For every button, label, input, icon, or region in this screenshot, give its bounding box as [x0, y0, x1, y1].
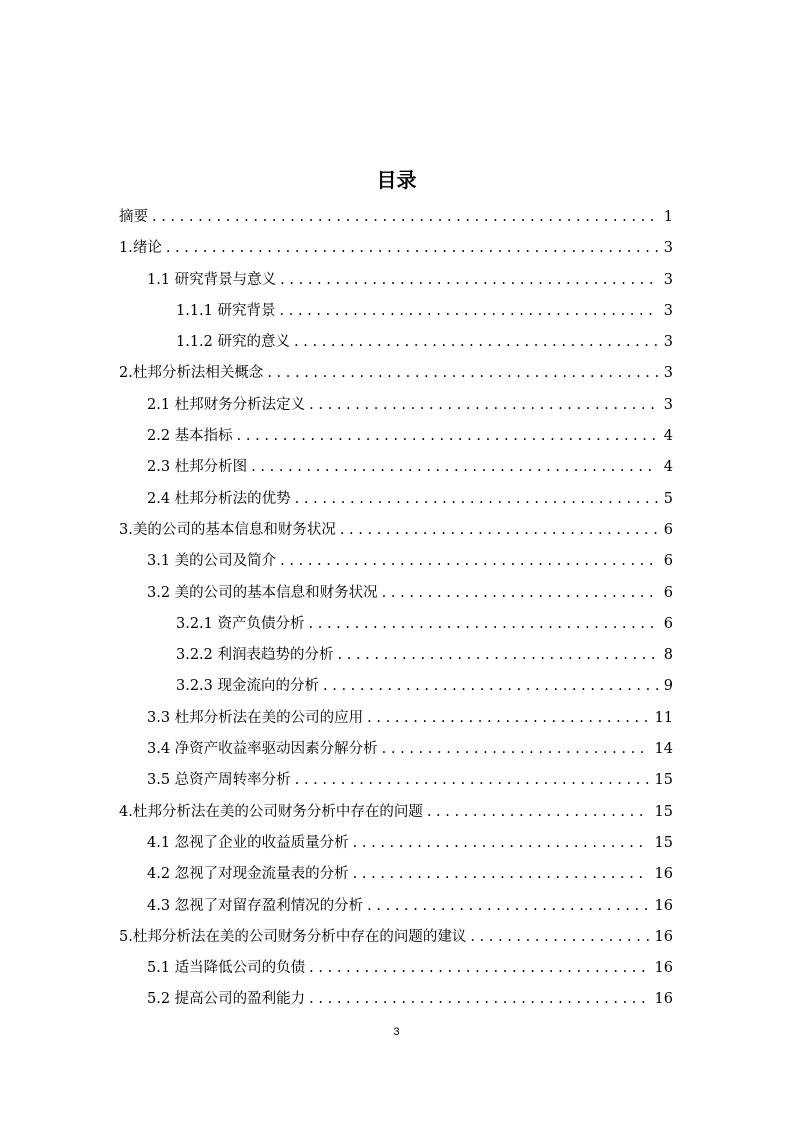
toc-entry-label: 4.杜邦分析法在美的公司财务分析中存在的问题 — [119, 803, 423, 820]
toc-entry-label: 4.2 忽视了对现金流量表的分析 — [147, 866, 349, 883]
table-of-contents — [119, 202, 673, 1016]
toc-entry-label: 5.杜邦分析法在美的公司财务分析中存在的问题的建议 — [119, 928, 467, 945]
toc-leader-dots — [367, 703, 648, 734]
toc-entry-label: 3.2 美的公司的基本信息和财务状况 — [147, 584, 378, 601]
toc-entry-label: 3.4 净资产收益率驱动因素分解分析 — [147, 741, 378, 758]
toc-entry-page: 6 — [663, 615, 673, 632]
toc-entry[interactable] — [119, 484, 673, 515]
toc-leader-dots — [427, 797, 649, 828]
toc-leader-dots — [166, 233, 658, 264]
toc-leader-dots — [251, 452, 658, 483]
toc-entry-label: 5.2 提高公司的盈利能力 — [147, 991, 306, 1008]
toc-entry[interactable] — [119, 390, 673, 421]
toc-entry[interactable] — [119, 296, 673, 327]
toc-leader-dots — [309, 984, 648, 1015]
toc-entry-label: 1.1.2 研究的意义 — [176, 334, 291, 351]
toc-entry-label: 1.1 研究背景与意义 — [147, 271, 277, 288]
toc-entry-label: 3.1 美的公司及简介 — [147, 553, 277, 570]
toc-entry[interactable] — [119, 327, 673, 358]
toc-entry[interactable] — [119, 734, 673, 765]
toc-entry[interactable] — [119, 358, 673, 389]
toc-entry-page: 15 — [654, 772, 673, 789]
toc-leader-dots — [295, 765, 649, 796]
toc-entry[interactable] — [119, 609, 673, 640]
toc-leader-dots — [237, 421, 658, 452]
toc-leader-dots — [294, 327, 658, 358]
toc-entry-page: 4 — [663, 459, 673, 476]
toc-entry-page: 6 — [663, 553, 673, 570]
toc-entry-label: 3.3 杜邦分析法在美的公司的应用 — [147, 709, 364, 726]
toc-leader-dots — [280, 296, 658, 327]
toc-leader-dots — [309, 609, 658, 640]
toc-entry[interactable] — [119, 546, 673, 577]
toc-leader-dots — [267, 358, 657, 389]
toc-entry-page: 16 — [654, 866, 673, 883]
toc-entry-page: 6 — [663, 521, 673, 538]
toc-entry-page: 3 — [663, 240, 673, 257]
toc-entry-page: 16 — [654, 928, 673, 945]
toc-entry-page: 16 — [654, 991, 673, 1008]
toc-entry[interactable] — [119, 797, 673, 828]
toc-leader-dots — [353, 828, 649, 859]
toc-entry-page: 16 — [654, 960, 673, 977]
toc-entry[interactable] — [119, 891, 673, 922]
toc-entry[interactable] — [119, 859, 673, 890]
toc-entry-page: 3 — [663, 365, 673, 382]
toc-entry[interactable] — [119, 671, 673, 702]
toc-entry-label: 2.2 基本指标 — [147, 428, 233, 445]
toc-entry[interactable] — [119, 703, 673, 734]
toc-entry-page: 9 — [663, 678, 673, 695]
toc-entry-page: 3 — [663, 396, 673, 413]
toc-entry-page: 15 — [654, 803, 673, 820]
toc-entry-label: 摘要 — [119, 209, 148, 225]
toc-entry[interactable] — [119, 984, 673, 1015]
toc-entry-label: 2.1 杜邦财务分析法定义 — [147, 396, 306, 413]
toc-leader-dots — [353, 859, 649, 890]
toc-entry-page: 1 — [663, 209, 673, 225]
toc-leader-dots — [280, 265, 658, 296]
toc-entry-label: 4.3 忽视了对留存盈利情况的分析 — [147, 897, 364, 914]
toc-entry-page: 3 — [663, 302, 673, 319]
toc-entry-page: 14 — [654, 741, 673, 758]
toc-entry-label: 2.杜邦分析法相关概念 — [119, 365, 264, 382]
toc-leader-dots — [295, 484, 658, 515]
toc-entry-page: 3 — [663, 271, 673, 288]
toc-entry[interactable] — [119, 922, 673, 953]
toc-leader-dots — [152, 202, 658, 233]
toc-entry-label: 2.4 杜邦分析法的优势 — [147, 490, 291, 507]
toc-entry-page: 8 — [663, 647, 673, 664]
toc-leader-dots — [367, 891, 648, 922]
toc-entry-page: 5 — [663, 490, 673, 507]
toc-entry-page: 16 — [654, 897, 673, 914]
toc-entry-label: 3.2.2 利润表趋势的分析 — [176, 647, 334, 664]
page-title: 目录 — [376, 168, 417, 192]
toc-entry-label: 3.2.3 现金流向的分析 — [176, 678, 320, 695]
toc-entry-label: 4.1 忽视了企业的收益质量分析 — [147, 834, 349, 851]
toc-entry[interactable] — [119, 640, 673, 671]
toc-entry-label: 2.3 杜邦分析图 — [147, 459, 248, 476]
toc-entry-label: 3.5 总资产周转率分析 — [147, 772, 291, 789]
toc-entry[interactable] — [119, 233, 673, 264]
toc-entry[interactable] — [119, 452, 673, 483]
toc-entry-label: 1.1.1 研究背景 — [176, 302, 276, 319]
toc-entry[interactable] — [119, 265, 673, 296]
toc-entry-page: 4 — [663, 428, 673, 445]
toc-entry[interactable] — [119, 202, 673, 233]
toc-entry-label: 1.绪论 — [119, 240, 162, 257]
toc-entry-label: 5.1 适当降低公司的负债 — [147, 960, 306, 977]
toc-entry-page: 11 — [654, 709, 673, 726]
toc-leader-dots — [323, 671, 658, 702]
toc-entry-page: 3 — [663, 334, 673, 351]
toc-entry[interactable] — [119, 953, 673, 984]
toc-leader-dots — [338, 640, 658, 671]
toc-leader-dots — [382, 734, 649, 765]
toc-entry[interactable] — [119, 515, 673, 546]
toc-leader-dots — [340, 515, 658, 546]
toc-entry[interactable] — [119, 578, 673, 609]
toc-leader-dots — [309, 953, 648, 984]
toc-entry-label: 3.2.1 资产负债分析 — [176, 615, 305, 632]
toc-leader-dots — [470, 922, 648, 953]
page-number: 3 — [393, 1026, 400, 1038]
toc-entry[interactable] — [119, 421, 673, 452]
toc-entry[interactable] — [119, 828, 673, 859]
toc-entry-label: 3.美的公司的基本信息和财务状况 — [119, 521, 336, 538]
toc-leader-dots — [382, 578, 658, 609]
toc-entry[interactable] — [119, 765, 673, 796]
toc-leader-dots — [280, 546, 658, 577]
toc-entry-page: 6 — [663, 584, 673, 601]
toc-leader-dots — [309, 390, 658, 421]
toc-entry-page: 15 — [654, 834, 673, 851]
